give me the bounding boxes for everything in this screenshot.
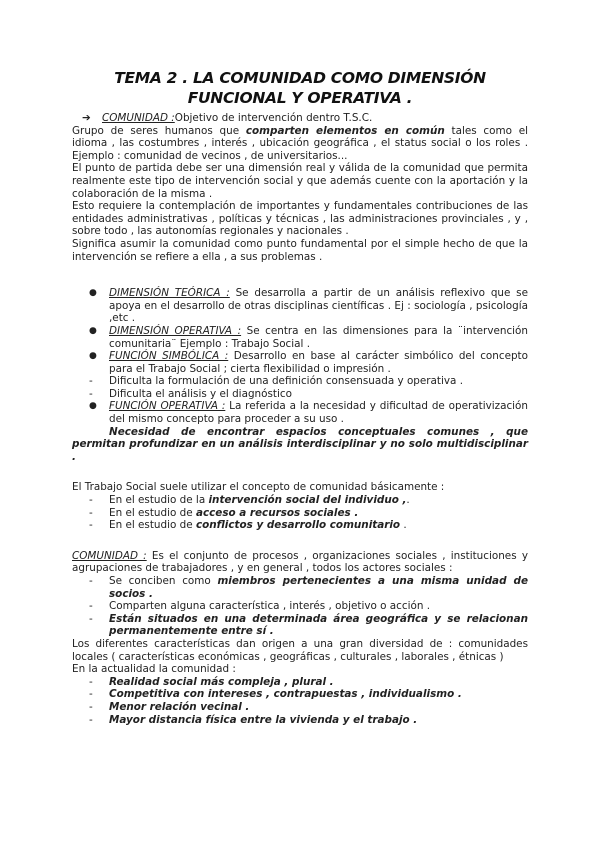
- paragraph-significa: Significa asumir la comunidad como punto fundamental por el simple hecho de que la intervención se refiere a ella , a sus problemas .: [72, 237, 528, 263]
- list-item: ● FUNCIÓN SIMBÓLICA : Desarrollo en base al carácter simbólico del concepto para el Trabajo Social ; cierta flexibilidad o impresión .: [89, 350, 528, 375]
- objective-label: COMUNIDAD :: [102, 112, 175, 124]
- comunidad-list: [72, 575, 528, 638]
- paragraph-punto-partida: El punto de partida debe ser una dimensión real y válida de la comunidad que permita realmente este tipo de intervención social y que además cuente con la aportación y la colaboración de la misma .: [72, 162, 528, 200]
- list-item: - Dificulta la formulación de una definición consensuada y operativa .: [89, 375, 464, 388]
- paragraph-ts-intro: El Trabajo Social suele utilizar el concepto de comunidad básicamente :: [72, 481, 445, 494]
- list-item: - En el estudio de conflictos y desarrollo comunitario .: [89, 519, 407, 532]
- list-item: - Realidad social más compleja , plural .: [89, 675, 334, 688]
- list-item: - Comparten alguna característica , interés , objetivo o acción .: [89, 600, 431, 613]
- paragraph-diversidad: Los diferentes características dan origen a una gran diversidad de : comunidades locales ( características económicas , geográficas , culturales , laborales , étnicas ): [72, 637, 528, 663]
- actualidad-list: [72, 676, 528, 726]
- paragraph-requiere: Esto requiere la contemplación de importantes y fundamentales contribuciones de las entidades administrativas , políticas y técnicas , las administraciones provinciales , y , sobre todo , las autonomías regionales y nacionales .: [72, 200, 528, 238]
- list-item: ● DIMENSIÓN TEÓRICA : Se desarrolla a partir de un análisis reflexivo que se apoya en el desarrollo de otras disciplinas científicas . Ej : sociología , psicología ,etc .: [89, 287, 528, 325]
- list-item: - Competitiva con intereses , contrapuestas , individualismo .: [89, 688, 462, 701]
- list-item: - Se conciben como miembros pertenecientes a una misma unidad de socios .: [89, 575, 528, 600]
- page-title: [72, 68, 528, 108]
- list-item: - Menor relación vecinal .: [89, 700, 250, 713]
- dimensions-list: [72, 287, 528, 426]
- arrow-right-icon: ➔: [82, 112, 91, 124]
- title-line-1: TEMA 2 . LA COMUNIDAD COMO DIMENSIÓN: [114, 69, 486, 87]
- list-item: - En el estudio de acceso a recursos sociales .: [89, 506, 359, 519]
- list-item: - Están situados en una determinada área geográfica y se relacionan permanentemente entre sí .: [89, 612, 528, 638]
- list-item: - Dificulta el análisis y el diagnóstico: [89, 387, 292, 400]
- list-item: ● FUNCIÓN OPERATIVA : La referida a la necesidad y dificultad de operativización del mismo concepto para proceder a su uso .: [89, 400, 528, 426]
- paragraph-necesidad: Necesidad de encontrar espacios conceptuales comunes , que permitan profundizar en un análisis interdisciplinar y no solo multidisciplinar .: [72, 425, 528, 463]
- list-item: ● DIMENSIÓN OPERATIVA : Se centra en las dimensiones para la ¨intervención comunitaria¨ Ejemplo : Trabajo Social .: [89, 324, 529, 350]
- list-item: - Mayor distancia física entre la vivienda y el trabajo .: [89, 713, 418, 726]
- document-page: [72, 68, 528, 726]
- title-line-2: FUNCIONAL Y OPERATIVA .: [187, 89, 413, 107]
- paragraph-grupo: Grupo de seres humanos que comparten elementos en común tales como el idioma , las costumbres , interés , ubicación geográfica , el status social o los roles . Ejemplo : comunidad de vecinos , de universitarios...: [72, 124, 529, 162]
- paragraph-actualidad: En la actualidad la comunidad :: [72, 663, 236, 676]
- list-item: - En el estudio de la intervención social del individuo ,.: [89, 494, 410, 507]
- paragraph-comunidad: COMUNIDAD : Es el conjunto de procesos , organizaciones sociales , instituciones y agrupaciones de trabajadores , y en general , todos los actores sociales :: [72, 549, 528, 575]
- objective-text: Objetivo de intervención dentro T.S.C.: [174, 112, 373, 124]
- objective-line: [72, 112, 528, 125]
- ts-list: [72, 494, 528, 532]
